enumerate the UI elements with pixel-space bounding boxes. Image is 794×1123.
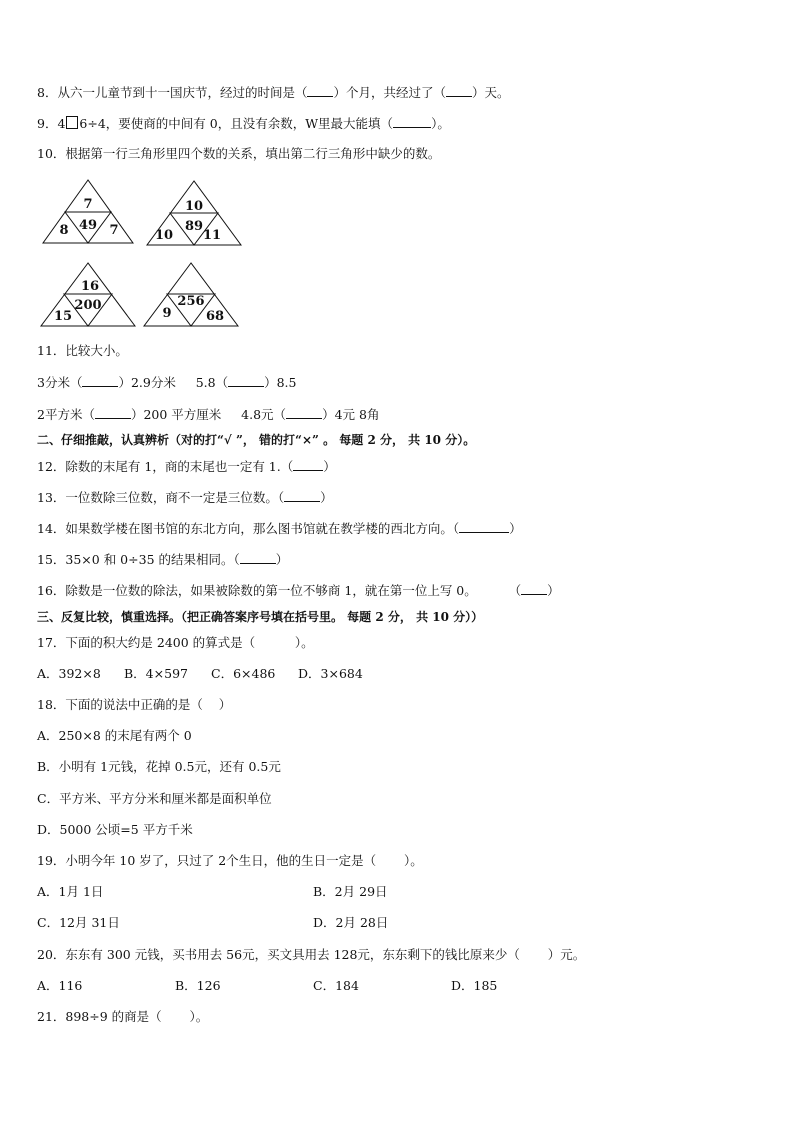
question-11-row-1: 3分米（ ）2.9分米 5.8（ ）8.5 [37,375,297,390]
answer-blank[interactable] [240,551,276,564]
triangle-4-center: 256 [177,294,205,309]
triangle-4-right: 68 [205,309,225,324]
question-13: 13．一位数除三位数，商不一定是三位数。（ ） [37,490,333,505]
triangle-2 [147,181,241,245]
question-10: 10．根据第一行三角形里四个数的关系，填出第二行三角形中缺少的数。 [37,146,441,161]
triangle-3-center: 200 [74,298,102,313]
section-2-heading: 二、仔细推敲，认真辨析（对的打“√ ”， 错的打“×” 。 每题 2 分， 共 10 分）。 [37,433,476,447]
triangle-3 [41,263,135,326]
option-d[interactable]: D．185 [451,978,498,993]
triangle-2-left: 10 [154,228,174,243]
option-b[interactable]: B．4×597 [124,666,188,681]
answer-blank[interactable] [521,582,547,595]
option-a[interactable]: A．392×8 [37,666,101,681]
question-19-options-row-1 [37,884,737,900]
option-c[interactable]: C．184 [313,978,359,993]
option-b[interactable]: B．小明有 1元钱，花掉 0.5元，还有 0.5元 [37,759,281,774]
answer-blank[interactable] [228,374,264,387]
option-b[interactable]: B．2月 29日 [313,884,388,899]
option-d[interactable]: D．2月 28日 [313,915,389,930]
answer-blank[interactable] [307,84,333,97]
triangle-3-top: 16 [80,279,100,294]
question-15: 15．35×0 和 0÷35 的结果相同。（ ） [37,552,289,567]
answer-blank[interactable] [446,84,472,97]
question-9: 9．4 6÷4，要使商的中间有 0，且没有余数，W里最大能填（ ）。 [37,116,450,131]
triangle-1-left: 8 [59,223,69,238]
triangle-2-right: 11 [202,228,222,243]
triangle-3-left: 15 [53,309,73,324]
digit-box [66,116,78,129]
answer-blank[interactable] [293,458,323,471]
question-20-options [37,978,737,994]
triangle-1-center: 49 [78,218,98,233]
triangle-2-top: 10 [184,199,204,214]
triangle-1-right: 7 [109,223,119,238]
question-18: 18．下面的说法中正确的是（ ） [37,697,232,712]
option-d[interactable]: D．3×684 [298,666,363,681]
question-19: 19．小明今年 10 岁了，只过了 2个生日，他的生日一定是（ ）。 [37,853,423,868]
question-17: 17．下面的积大约是 2400 的算式是（ ）。 [37,635,314,650]
question-16: 16．除数是一位数的除法，如果被除数的第一位不够商 1，就在第一位上写 0。 （ ） [37,583,560,598]
triangle-1-top: 7 [83,197,93,212]
option-a[interactable]: A．1月 1日 [37,884,104,899]
question-14: 14．如果数学楼在图书馆的东北方向，那么图书馆就在教学楼的西北方向。（ ） [37,521,522,536]
option-c[interactable]: C．6×486 [211,666,276,681]
question-11: 11．比较大小。 [37,343,128,358]
answer-blank[interactable] [286,406,322,419]
triangle-4-left: 9 [162,306,172,321]
answer-blank[interactable] [82,374,118,387]
section-3-heading: 三、反复比较，慎重选择。（把正确答案序号填在括号里。 每题 2 分， 共 10 分）） [37,610,484,624]
answer-blank[interactable] [459,520,509,533]
option-b[interactable]: B．126 [175,978,221,993]
question-11-row-2: 2平方米（ ）200 平方厘米 4.8元（ ）4元 8角 [37,407,380,422]
question-20: 20．东东有 300 元钱，买书用去 56元，买文具用去 128元，东东剩下的钱比原来少（ ）元。 [37,947,586,962]
question-12: 12．除数的末尾有 1，商的末尾也一定有 1.（ ） [37,459,336,474]
question-21: 21．898÷9 的商是（ ）。 [37,1009,209,1024]
option-a[interactable]: A．116 [37,978,83,993]
question-19-options-row-2 [37,915,737,931]
answer-blank[interactable] [393,115,431,128]
triangle-2-center: 89 [184,219,204,234]
triangle-4 [144,263,238,326]
option-c[interactable]: C．平方米、平方分米和厘米都是面积单位 [37,791,272,806]
answer-blank[interactable] [95,406,131,419]
triangle-1 [43,180,133,243]
option-d[interactable]: D．5000 公顷=5 平方千米 [37,822,193,837]
option-c[interactable]: C．12月 31日 [37,915,120,930]
question-17-options [37,666,737,682]
question-8: 8．从六一儿童节到十一国庆节，经过的时间是（ ）个月，共经过了（ ）天。 [37,85,510,100]
option-a[interactable]: A．250×8 的末尾有两个 0 [37,728,192,743]
answer-blank[interactable] [284,489,320,502]
